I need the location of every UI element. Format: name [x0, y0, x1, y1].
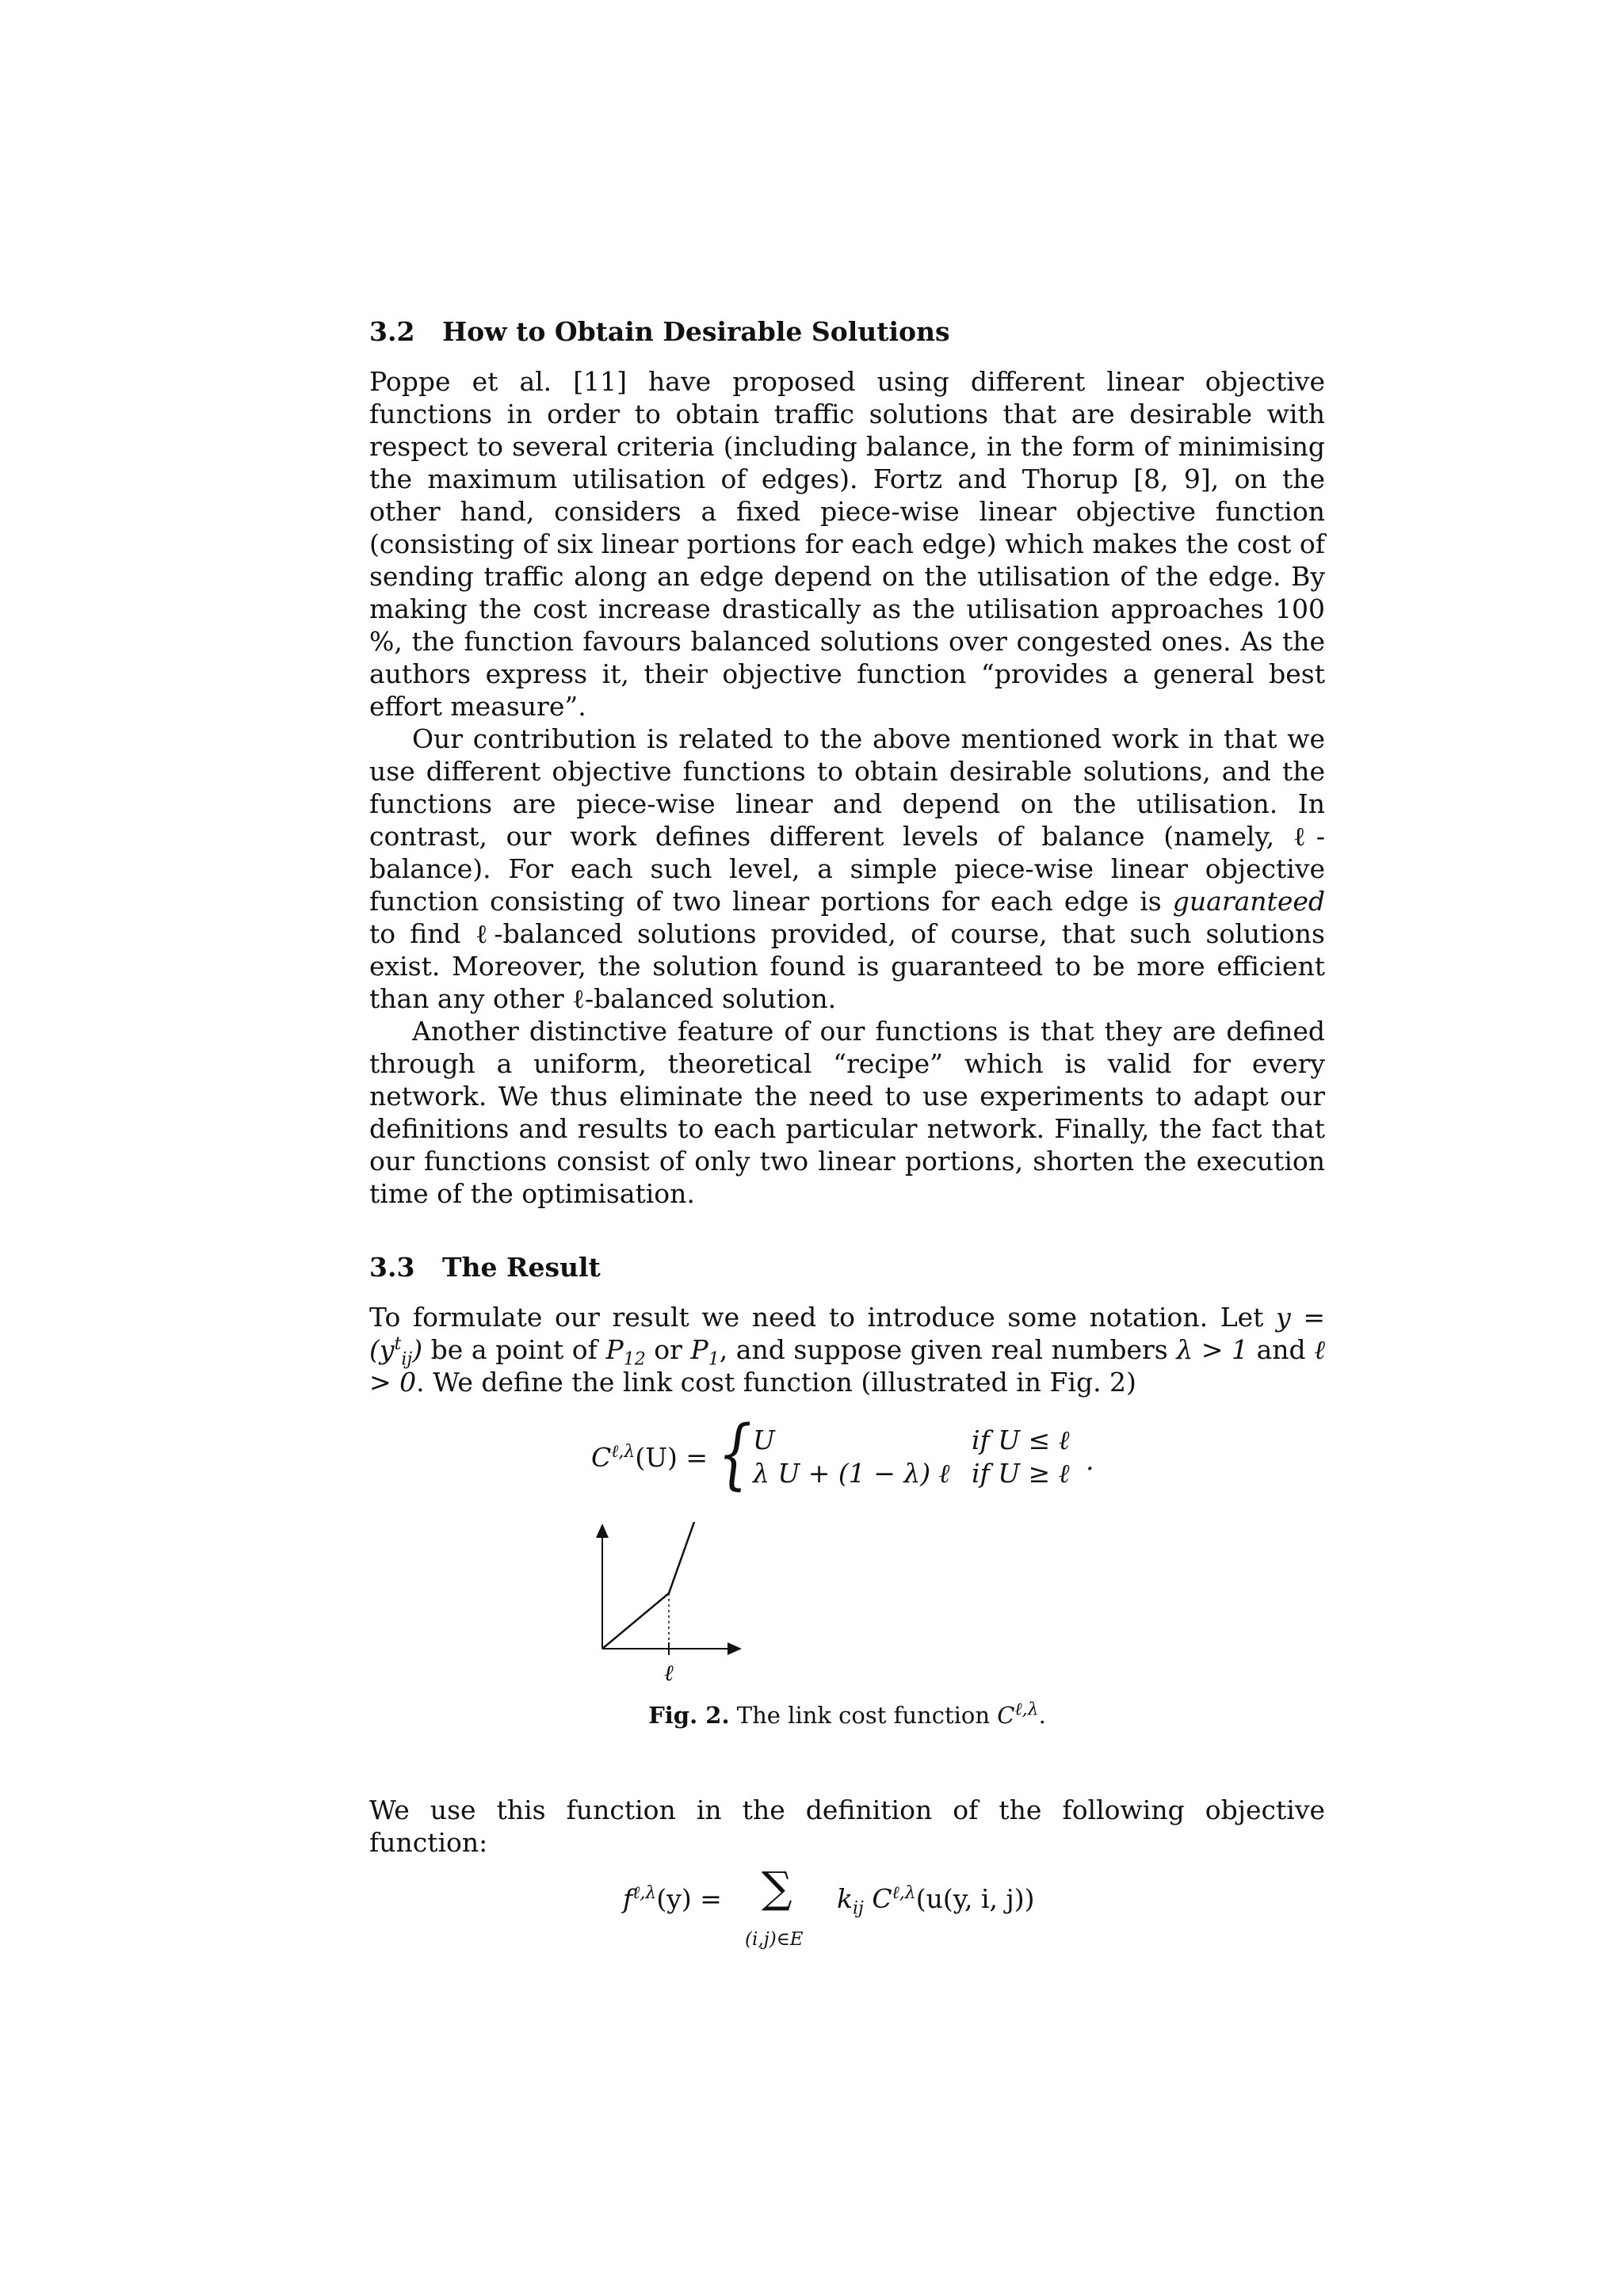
left-brace: { — [718, 1409, 752, 1498]
figure-caption: Fig. 2. The link cost function $C^{\ell,\lambda}$. — [648, 1699, 1046, 1729]
equation-link-cost: $C^{\ell,\lambda}(U)$ = { U λ U + (1 − λ) ℓ if U ≤ ℓ if U ≥ ℓ . — [591, 1409, 1094, 1498]
cost-curve — [602, 1522, 694, 1649]
paragraph-1: Poppe et al. [11] have proposed using different linear objective functions in order to obtain traffic solutions that are desirable with respect to several criteria (including balance, in the form of minimising the maximum utilisation of edges). Fortz and Thorup [8, 9], on the other hand, considers a fixed piece-wise linear objective function (consisting of six linear portions for each edge) which makes the cost of sending traffic along an edge depend on the utilisation of the edge. By making the cost increase drastically as the utilisation approaches 100 %, the function favours balanced solutions over congested ones. As the authors express it, their objective function “provides a general best effort measure”. — [369, 366, 1325, 722]
figure-2 — [369, 1522, 1325, 1688]
link-cost-plot — [583, 1522, 789, 1688]
threshold-label: ℓ — [664, 1660, 674, 1686]
paragraph-4: To formulate our result we need to introduce some notation. Let $y = (y^t_{ij})$ be a point of $P_{12}$ or $P_1$, and suppose given real numbers λ > 1 and ℓ > 0. We define the link cost function (illustrated in Fig. 2) — [369, 1302, 1326, 1398]
sum-sign: ∑ — [762, 1863, 792, 1913]
paragraph-2: Our contribution is related to the above mentioned work in that we use different objective functions to obtain desirable solutions, and the functions are piece-wise linear and depend on the utilisation. In contrast, our work defines different levels of balance (namely, ℓ-balance). For each such level, a simple piece-wise linear objective function consisting of two linear portions for each edge is guaranteed to find ℓ-balanced solutions provided, of course, that such solutions exist. Moreover, the solution found is guaranteed to be more efficient than any other ℓ-balanced solution. — [369, 723, 1325, 1014]
equation-objective: $f^{\ell,\lambda}(y)$ = ∑ (i,j)∈E $k_{ij}$ $C^{\ell,\lambda}(u(y$, i, j)) — [623, 1863, 1035, 1950]
paper-page — [369, 315, 1325, 1963]
section-heading-3-2: 3.2 How to Obtain Desirable Solutions — [369, 316, 950, 347]
section-heading-3-3: 3.3 The Result — [369, 1252, 601, 1283]
paragraph-5: We use this function in the definition of the following objective function: — [369, 1794, 1325, 1858]
paragraph-3: Another distinctive feature of our functions is that they are defined through a uniform, theoretical “recipe” which is valid for every network. We thus eliminate the need to use experiments to adapt our definitions and results to each particular network. Finally, the fact that our functions consist of only two linear portions, shorten the execution time of the optimisation. — [369, 1016, 1325, 1209]
